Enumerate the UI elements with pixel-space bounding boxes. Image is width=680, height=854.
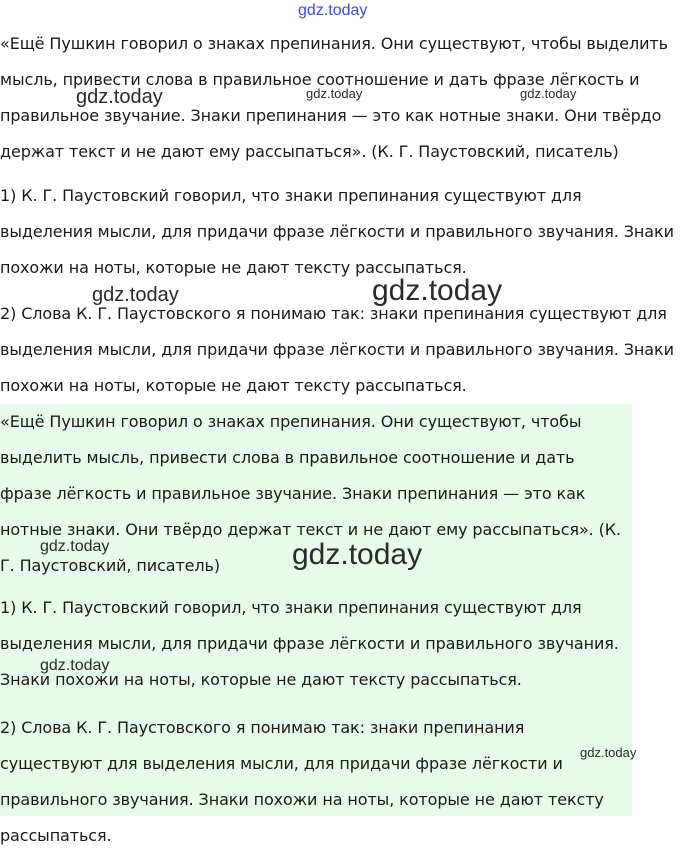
answer-paragraph-1: 1) К. Г. Паустовский говорил, что знаки препинания существуют для выделения мысли, для придачи фразе лёгкости и правильного звучания. Знаки похожи на ноты, которые не дают тексту рассыпаться. <box>0 186 674 277</box>
highlighted-answer-paragraph-2: 2) Слова К. Г. Паустовского я понимаю так: знаки препинания существуют для выделения мысли, для придачи фразе лёгкости и правильного звучания. Знаки похожи на ноты, которые не дают тексту рассыпаться. <box>0 718 604 845</box>
watermark: gdz.today <box>92 284 179 306</box>
watermark: gdz.today <box>76 86 163 108</box>
watermark: gdz.today <box>580 745 637 760</box>
watermark: gdz.today <box>372 274 503 307</box>
highlighted-answer-block <box>0 404 632 845</box>
site-brand-logo[interactable]: gdz.today <box>298 2 368 19</box>
quote-paragraph: «Ещё Пушкин говорил о знаках препинания. Они существуют, чтобы выделить мысль, привести слова в правильное соотношение и дать фразе лёгкость и правильное звучание. Знаки препинания — это как нотные знаки. Они твёрдо держат текст и не дают ему рассыпаться». (К. Г. Паустовский, писатель) <box>0 34 668 161</box>
watermark: gdz.today <box>306 86 363 101</box>
watermark: gdz.today <box>520 86 577 101</box>
watermark: gdz.today <box>292 538 423 571</box>
watermark: gdz.today <box>40 657 110 674</box>
highlighted-answer-paragraph-1: 1) К. Г. Паустовский говорил, что знаки препинания существуют для выделения мысли, для придачи фразе лёгкости и правильного звучания. Знаки похожи на ноты, которые не дают тексту рассыпаться. <box>0 598 619 689</box>
watermark: gdz.today <box>40 538 110 555</box>
highlighted-quote-paragraph: «Ещё Пушкин говорил о знаках препинания. Они существуют, чтобы выделить мысль, привести слова в правильное соотношение и дать фразе лёгкость и правильное звучание. Знаки препинания — это как нотные знаки. Они твёрдо держат текст и не дают ему рассыпаться». (К. Г. Паустовский, писатель) <box>0 412 622 575</box>
answer-paragraph-2: 2) Слова К. Г. Паустовского я понимаю так: знаки препинания существуют для выделения мысли, для придачи фразе лёгкости и правильного звучания. Знаки похожи на ноты, которые не дают тексту рассыпаться. <box>0 304 674 395</box>
